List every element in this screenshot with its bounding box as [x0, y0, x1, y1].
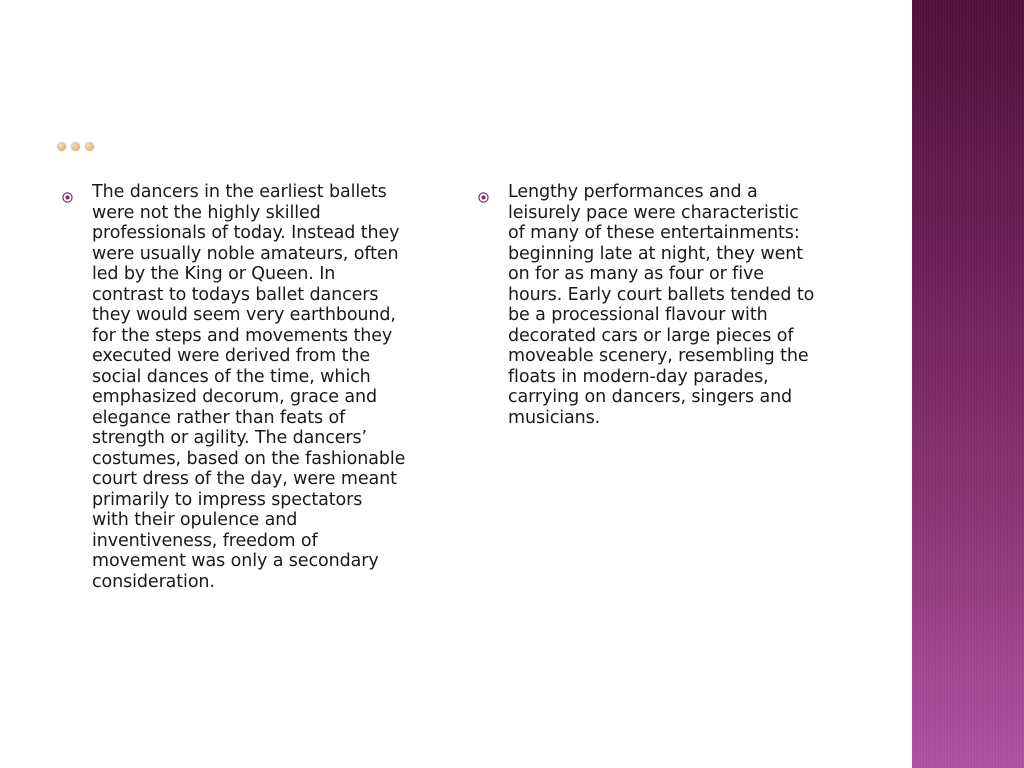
left-column — [62, 182, 442, 592]
left-paragraph: The dancers in the earliest ballets were not the highly skilled professionals of today. Instead they were usually noble amateurs, often led by the King or Queen. In contrast to todays ballet dancers they would seem very earthbound, for the steps and movements they executed were derived from the social dances of the time, which emphasized decorum, grace and elegance rather than feats of strength or agility. The dancers’ costumes, based on the fashionable court dress of the day, were meant primarily to impress spectators with their opulence and inventiveness, freedom of movement was only a secondary consideration. — [92, 182, 406, 592]
right-paragraph: Lengthy performances and a leisurely pace were characteristic of many of these entertainments: beginning late at night, they went on for as many as four or five hours. Early court ballets tended to be a processional flavour with decorated cars or large pieces of moveable scenery, resembling the floats in modern-day parades, carrying on dancers, singers and musicians. — [508, 182, 815, 428]
circled-dot-icon — [478, 188, 489, 199]
dot-icon — [71, 142, 80, 151]
side-band-texture — [912, 0, 1024, 768]
dot-icon — [57, 142, 66, 151]
dot-icon — [85, 142, 94, 151]
decorative-side-band — [912, 0, 1024, 768]
right-column — [478, 182, 862, 428]
decorative-dots — [57, 142, 94, 151]
circled-dot-icon — [62, 188, 73, 199]
